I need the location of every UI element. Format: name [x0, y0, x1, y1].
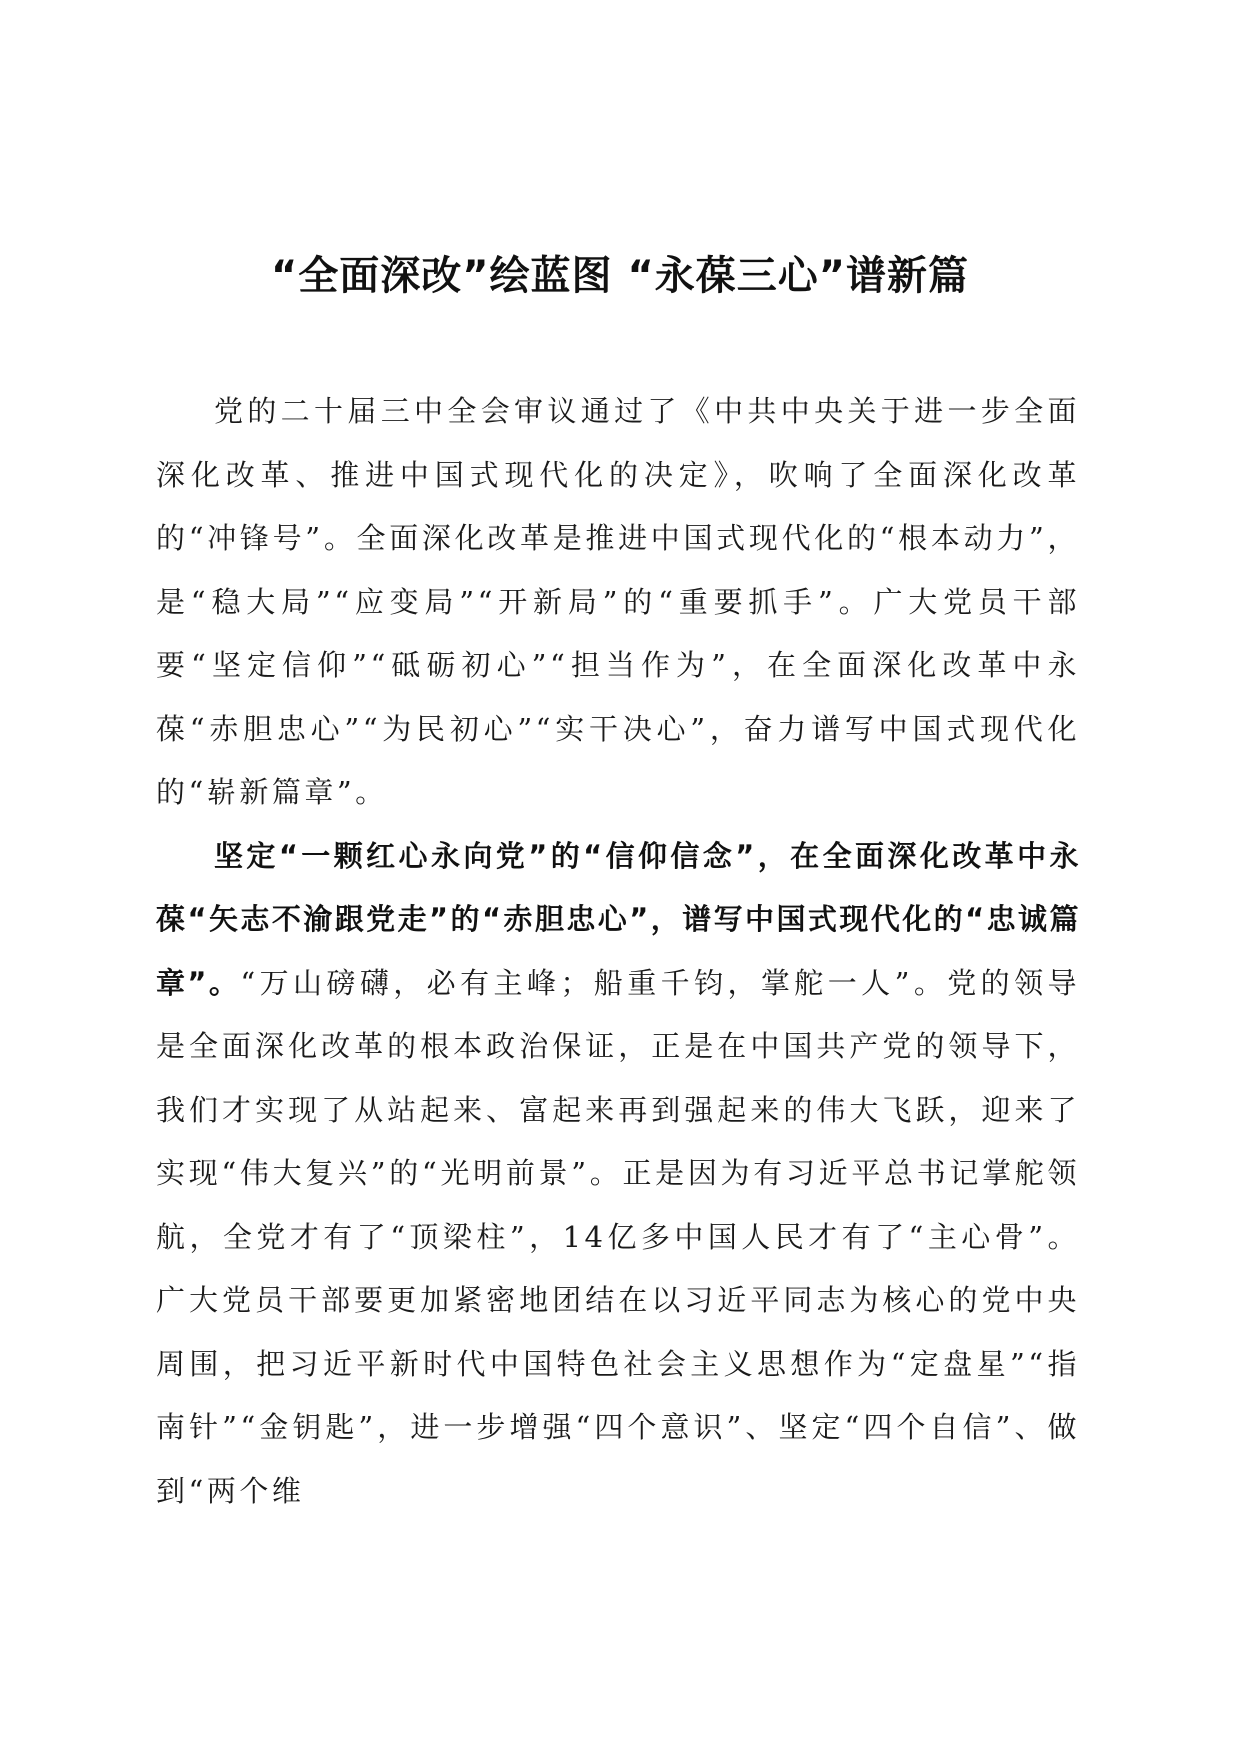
document-body: [156, 380, 1080, 1523]
paragraph-lead-sentence: 坚定“一颗红心永向党”的“信仰信念”，在全面深化改革中永葆“矢志不渝跟党走”的“赤胆忠心”，谱写中国式现代化的“忠诚篇章”。: [156, 838, 1080, 1000]
document-title: “全面深改”绘蓝图 “永葆三心”谱新篇: [270, 253, 970, 299]
paragraph-intro: 党的二十届三中全会审议通过了《中共中央关于进一步全面深化改革、推进中国式现代化的决定》，吹响了全面深化改革的“冲锋号”。全面深化改革是推进中国式现代化的“根本动力”，是“稳大局”“应变局”“开新局”的“重要抓手”。广大党员干部要“坚定信仰”“砥砺初心”“担当作为”，在全面深化改革中永葆“赤胆忠心”“为民初心”“实干决心”，奋力谱写中国式现代化的“崭新篇章”。: [156, 394, 1080, 809]
paragraph-loyalty: [156, 825, 1080, 1524]
paragraph-body-text: “万山磅礴，必有主峰；船重千钧，掌舵一人”。党的领导是全面深化改革的根本政治保证，正是在中国共产党的领导下，我们才实现了从站起来、富起来再到强起来的伟大飞跃，迎来了实现“伟大复兴”的“光明前景”。正是因为有习近平总书记掌舵领航，全党才有了“顶梁柱”，14亿多中国人民才有了“主心骨”。广大党员干部要更加紧密地团结在以习近平同志为核心的党中央周围，把习近平新时代中国特色社会主义思想作为“定盘星”“指南针”“金钥匙”，进一步增强“四个意识”、坚定“四个自信”、做到“两个维: [156, 965, 1080, 1508]
